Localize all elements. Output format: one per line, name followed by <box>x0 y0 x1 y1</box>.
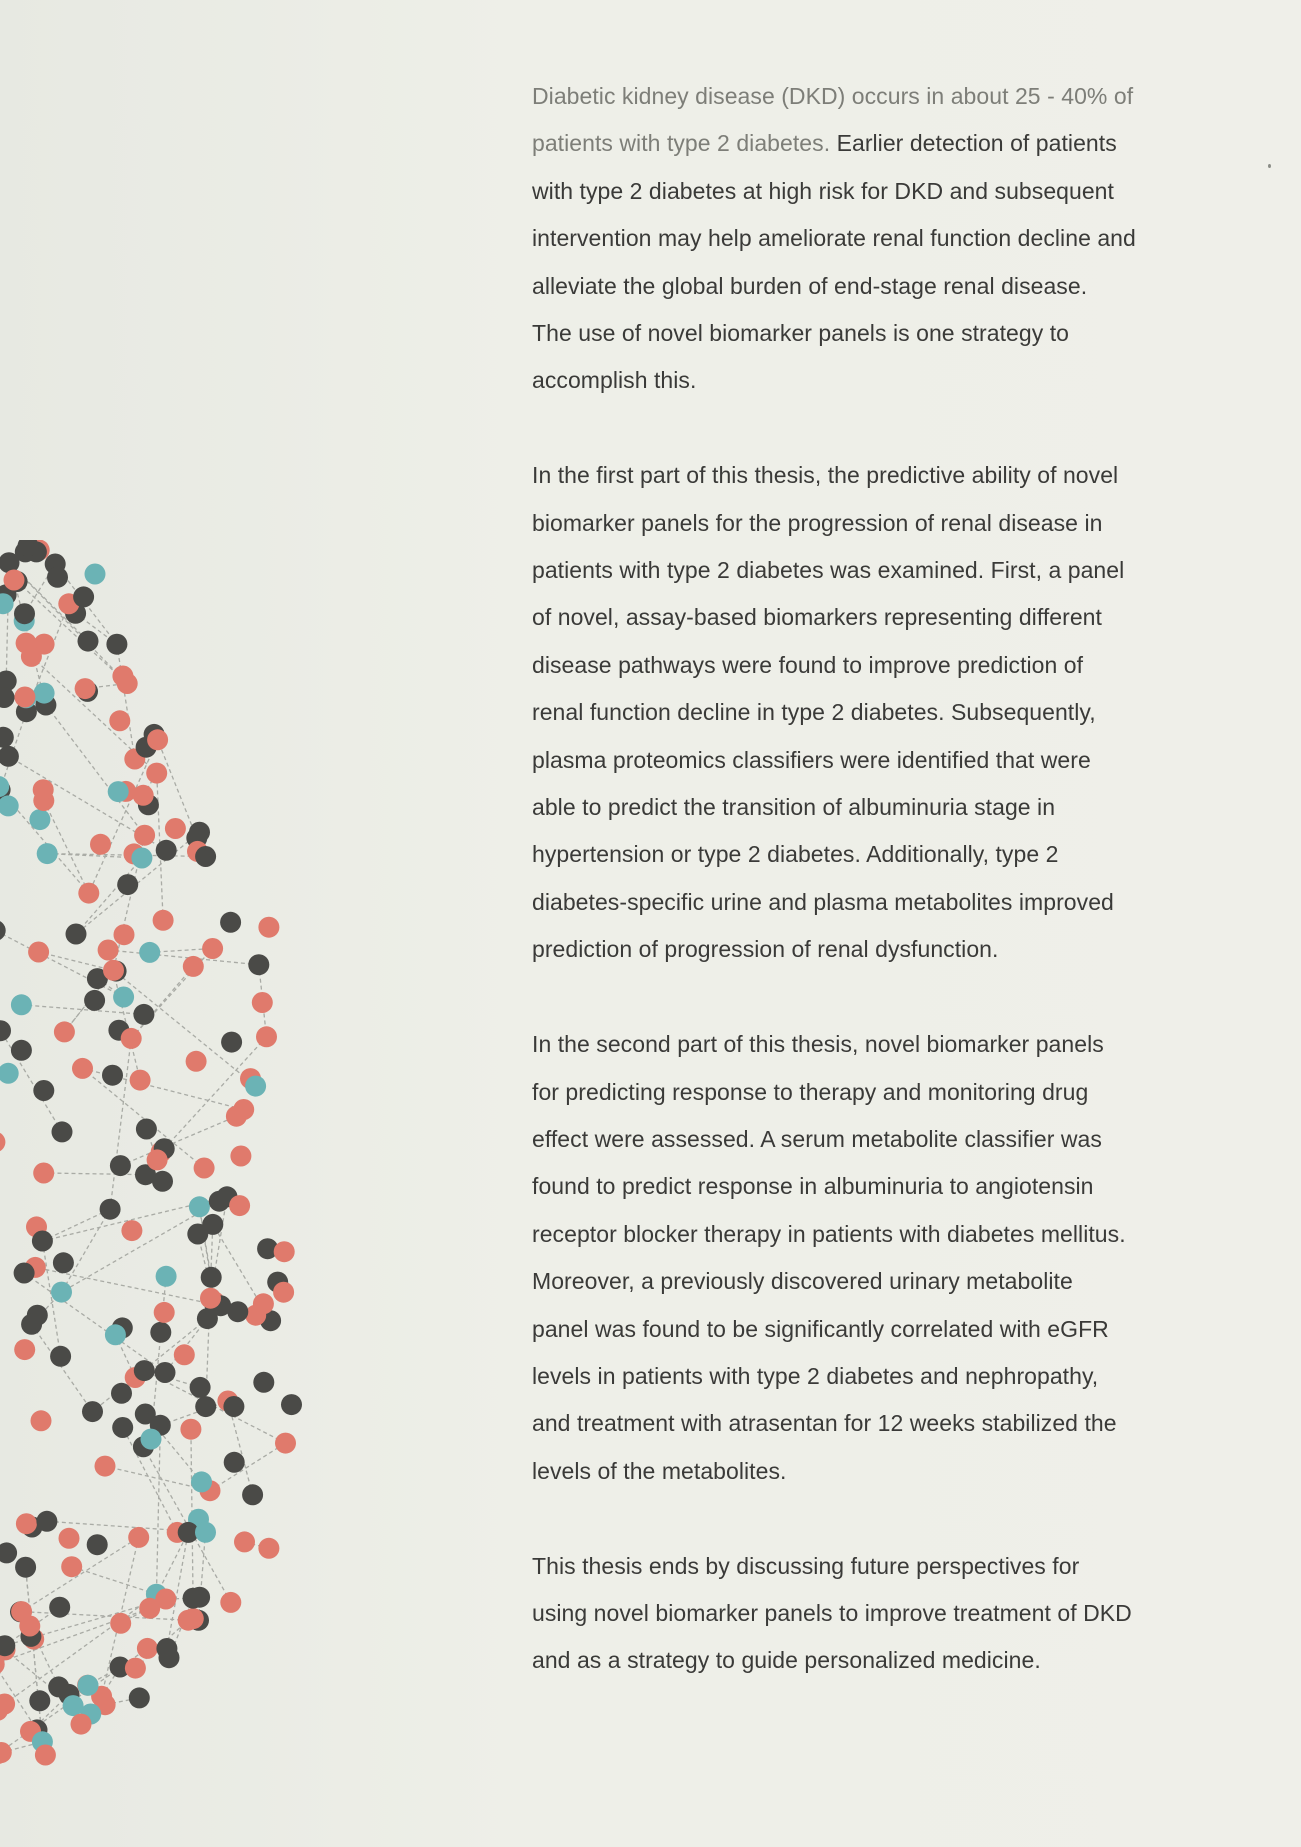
network-node-red <box>14 1339 35 1360</box>
network-node-dark <box>136 1119 157 1140</box>
network-node-dark <box>0 1020 11 1041</box>
network-node-red <box>273 1282 294 1303</box>
paragraph-intro-body: Earlier detection of patients with type 2 diabetes at high risk for DKD and subsequent intervention may help ameliorate renal function decline and alleviate the global burden of end-stage renal disease. The use of novel biomarker panels is one strategy to accomplish this. <box>532 130 1136 394</box>
network-node-red <box>54 1021 75 1042</box>
network-node-red <box>112 666 133 687</box>
network-node-dark <box>155 1362 176 1383</box>
network-node-red <box>202 938 223 959</box>
network-node-dark <box>110 1155 131 1176</box>
network-node-red <box>103 960 124 981</box>
network-node-dark <box>106 634 127 655</box>
network-node-red <box>147 729 168 750</box>
network-node-dark <box>36 1511 57 1532</box>
network-node-red <box>121 1028 142 1049</box>
network-node-dark <box>156 840 177 861</box>
network-node-red <box>125 1658 146 1679</box>
network-edge <box>26 1567 43 1742</box>
network-node-dark <box>223 1396 244 1417</box>
network-node-teal <box>0 1063 19 1084</box>
network-edge <box>108 950 259 965</box>
network-node-teal <box>139 942 160 963</box>
network-edge <box>110 1038 131 1209</box>
network-node-dark <box>187 1224 208 1245</box>
network-node-red <box>165 818 186 839</box>
network-node-red <box>16 1513 37 1534</box>
network-node-dark <box>102 1065 123 1086</box>
network-node-teal <box>113 987 134 1008</box>
network-node-red <box>0 1132 5 1153</box>
network-node-dark <box>15 1557 36 1578</box>
network-node-red <box>14 687 35 708</box>
network-node-red <box>258 917 279 938</box>
network-node-dark <box>112 1417 133 1438</box>
network-node-dark <box>0 746 19 767</box>
network-edge <box>24 1273 165 1372</box>
network-node-dark <box>220 912 241 933</box>
network-node-red <box>178 1610 199 1631</box>
network-node-teal <box>29 809 50 830</box>
network-node-red <box>19 1616 40 1637</box>
network-node-red <box>253 1293 274 1314</box>
network-node-dark <box>33 1080 54 1101</box>
network-edge <box>61 1209 110 1292</box>
network-node-red <box>114 924 135 945</box>
network-node-red <box>0 1694 15 1715</box>
network-node-teal <box>189 1196 210 1217</box>
network-node-red <box>154 1302 175 1323</box>
network-edge <box>46 705 145 835</box>
network-nodes <box>0 540 302 1766</box>
network-graph-illustration <box>0 540 420 1780</box>
network-node-dark <box>84 990 105 1011</box>
network-node-dark <box>111 1383 132 1404</box>
network-node-red <box>109 710 130 731</box>
network-node-dark <box>100 1199 121 1220</box>
network-node-red <box>78 883 99 904</box>
network-node-dark <box>133 1004 154 1025</box>
network-node-dark <box>82 1401 103 1422</box>
network-node-dark <box>52 1121 73 1142</box>
network-node-red <box>153 910 174 931</box>
network-node-teal <box>0 795 19 816</box>
network-node-red <box>258 1538 279 1559</box>
network-node-red <box>146 763 167 784</box>
network-node-teal <box>37 843 58 864</box>
network-node-teal <box>78 1675 99 1696</box>
network-node-teal <box>195 1522 216 1543</box>
network-node-dark <box>87 1534 108 1555</box>
network-node-red <box>134 825 155 846</box>
network-node-red <box>180 1419 201 1440</box>
network-node-red <box>133 785 154 806</box>
network-node-dark <box>134 1360 155 1381</box>
network-node-red <box>31 1410 52 1431</box>
network-node-teal <box>156 1266 177 1287</box>
network-node-red <box>220 1592 241 1613</box>
network-node-dark <box>14 1263 35 1284</box>
network-edge <box>32 1324 93 1411</box>
network-node-teal <box>245 1076 266 1097</box>
network-node-red <box>183 956 204 977</box>
network-node-red <box>59 1528 80 1549</box>
network-node-red <box>33 779 54 800</box>
network-node-dark <box>53 1252 74 1273</box>
paragraph-part-one: In the first part of this thesis, the predictive ability of novel biomarker panels for the progression of renal disease in patients with type 2 diabetes was examined. First, a panel of novel, assay-based biomarkers representing different disease pathways were found to improve prediction of renal function decline in type 2 diabetes. Subsequently, plasma proteomics classifiers were identified that were able to predict the transition of albuminuria stage in hypertension or type 2 diabetes. Additionally, type 2 diabetes-specific urine and plasma metabolites improved prediction of progression of renal dysfunction. <box>532 462 1125 963</box>
network-node-red <box>234 1531 255 1552</box>
network-node-dark <box>21 1314 42 1335</box>
network-edge <box>89 740 158 893</box>
network-node-dark <box>189 1587 210 1608</box>
network-node-dark <box>29 1690 50 1711</box>
paragraph-intro-lead: Diabetic kidney disease (DKD) occurs in about 25 - 40% of patients with type 2 diabetes. <box>532 83 1134 157</box>
network-node-dark <box>50 1346 71 1367</box>
network-node-red <box>21 646 42 667</box>
network-node-dark <box>47 567 68 588</box>
network-node-red <box>229 1195 250 1216</box>
network-node-red <box>130 1070 151 1091</box>
network-node-red <box>95 1456 116 1477</box>
network-node-dark <box>0 727 14 748</box>
network-node-dark <box>32 1231 53 1252</box>
network-node-teal <box>141 1429 162 1450</box>
network-node-dark <box>242 1484 263 1505</box>
network-node-dark <box>195 846 216 867</box>
network-node-dark <box>248 954 269 975</box>
network-node-teal <box>11 994 32 1015</box>
network-edge <box>117 644 135 759</box>
network-node-dark <box>152 1171 173 1192</box>
network-node-red <box>252 992 273 1013</box>
network-edge <box>156 1425 160 1594</box>
network-node-red <box>72 1058 93 1079</box>
network-node-teal <box>108 781 129 802</box>
network-node-dark <box>14 603 35 624</box>
network-node-red <box>4 570 25 591</box>
network-node-dark <box>49 1597 70 1618</box>
network-node-dark <box>156 1638 177 1659</box>
network-node-red <box>90 834 111 855</box>
network-node-dark <box>78 631 99 652</box>
network-node-teal <box>34 683 55 704</box>
network-node-red <box>28 942 49 963</box>
network-node-dark <box>190 1377 211 1398</box>
network-node-red <box>200 1288 221 1309</box>
network-edge <box>42 1209 110 1241</box>
network-node-red <box>137 1638 158 1659</box>
network-node-dark <box>150 1322 171 1343</box>
network-node-red <box>75 678 96 699</box>
network-node-teal <box>85 564 106 585</box>
network-node-dark <box>224 1452 245 1473</box>
network-node-red <box>147 1149 168 1170</box>
network-node-dark <box>0 920 6 941</box>
network-node-red <box>256 1026 277 1047</box>
network-node-red <box>274 1241 295 1262</box>
network-node-red <box>110 1613 131 1634</box>
network-edge <box>44 1173 146 1175</box>
network-edge <box>113 970 255 1086</box>
network-node-red <box>155 1589 176 1610</box>
network-node-teal <box>191 1471 212 1492</box>
network-node-dark <box>0 1542 17 1563</box>
network-node-dark <box>11 1040 32 1061</box>
network-node-teal <box>131 848 152 869</box>
network-node-red <box>230 1146 251 1167</box>
network-node-dark <box>117 874 138 895</box>
network-node-dark <box>281 1394 302 1415</box>
network-node-red <box>98 940 119 961</box>
network-node-red <box>275 1433 296 1454</box>
network-node-dark <box>195 1396 216 1417</box>
network-node-red <box>186 1051 207 1072</box>
network-node-dark <box>73 586 94 607</box>
network-node-red <box>194 1158 215 1179</box>
network-node-dark <box>66 924 87 945</box>
network-node-red <box>128 1527 149 1548</box>
network-node-dark <box>201 1267 222 1288</box>
summary-text <box>532 73 1192 1685</box>
network-node-dark <box>129 1687 150 1708</box>
scan-speck <box>1268 164 1271 168</box>
network-edge <box>22 1537 139 1611</box>
network-node-dark <box>0 687 15 708</box>
network-edge <box>72 1567 157 1595</box>
network-node-red <box>71 1714 92 1735</box>
network-node-teal <box>105 1324 126 1345</box>
network-node-red <box>33 1163 54 1184</box>
network-node-red <box>174 1344 195 1365</box>
paragraph-intro <box>532 73 1192 405</box>
network-node-red <box>35 1745 56 1766</box>
network-node-red <box>61 1556 82 1577</box>
network-edge <box>210 1443 285 1491</box>
paragraph-conclusion: This thesis ends by discussing future perspectives for using novel biomarker panels to improve treatment of DKD and as a strategy to guide personalized medicine. <box>532 1552 1132 1674</box>
network-node-teal <box>51 1282 72 1303</box>
network-node-dark <box>253 1372 274 1393</box>
network-node-dark <box>221 1032 242 1053</box>
paragraph-part-two: In the second part of this thesis, novel biomarker panels for predicting response to therapy and monitoring drug effect were assessed. A serum metabolite classifier was found to predict response in albuminuria to angiotensin receptor blocker therapy in patients with diabetes mellitus. Moreover, a previously discovered urinary metabolite panel was found to be significantly correlated with eGFR levels in patients with type 2 diabetes and nephropathy, and treatment with atrasentan for 12 weeks stabilized the levels of the metabolites. <box>532 1031 1126 1484</box>
network-node-red <box>233 1099 254 1120</box>
network-node-red <box>121 1220 142 1241</box>
